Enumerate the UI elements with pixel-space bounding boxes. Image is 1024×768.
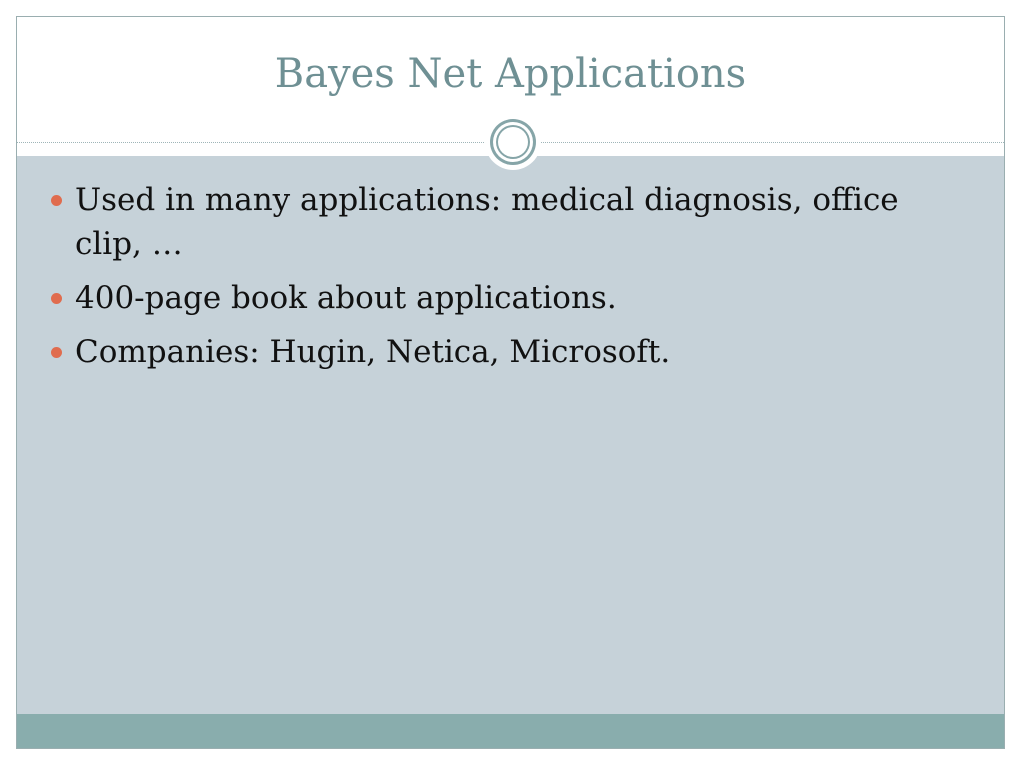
bullet-item [49, 330, 969, 374]
slide-title: Bayes Net Applications [274, 51, 747, 97]
dot-icon [51, 195, 62, 206]
footer-bar [17, 714, 1004, 748]
bullet-text: Used in many applications: medical diagnosis, office clip, … [75, 182, 899, 262]
concentric-circle-icon [485, 114, 541, 170]
slide [16, 16, 1005, 749]
bullet-item [49, 276, 969, 320]
ornament-core [498, 127, 528, 157]
bullet-text: Companies: Hugin, Netica, Microsoft. [75, 334, 671, 370]
dot-icon [51, 347, 62, 358]
bullet-item [49, 178, 969, 266]
ornament-outer-ring [490, 119, 536, 165]
ornament-inner-ring [496, 125, 530, 159]
bullet-text: 400-page book about applications. [75, 280, 617, 316]
ornament-gap [493, 122, 533, 162]
bullet-list [49, 178, 969, 384]
dot-icon [51, 293, 62, 304]
